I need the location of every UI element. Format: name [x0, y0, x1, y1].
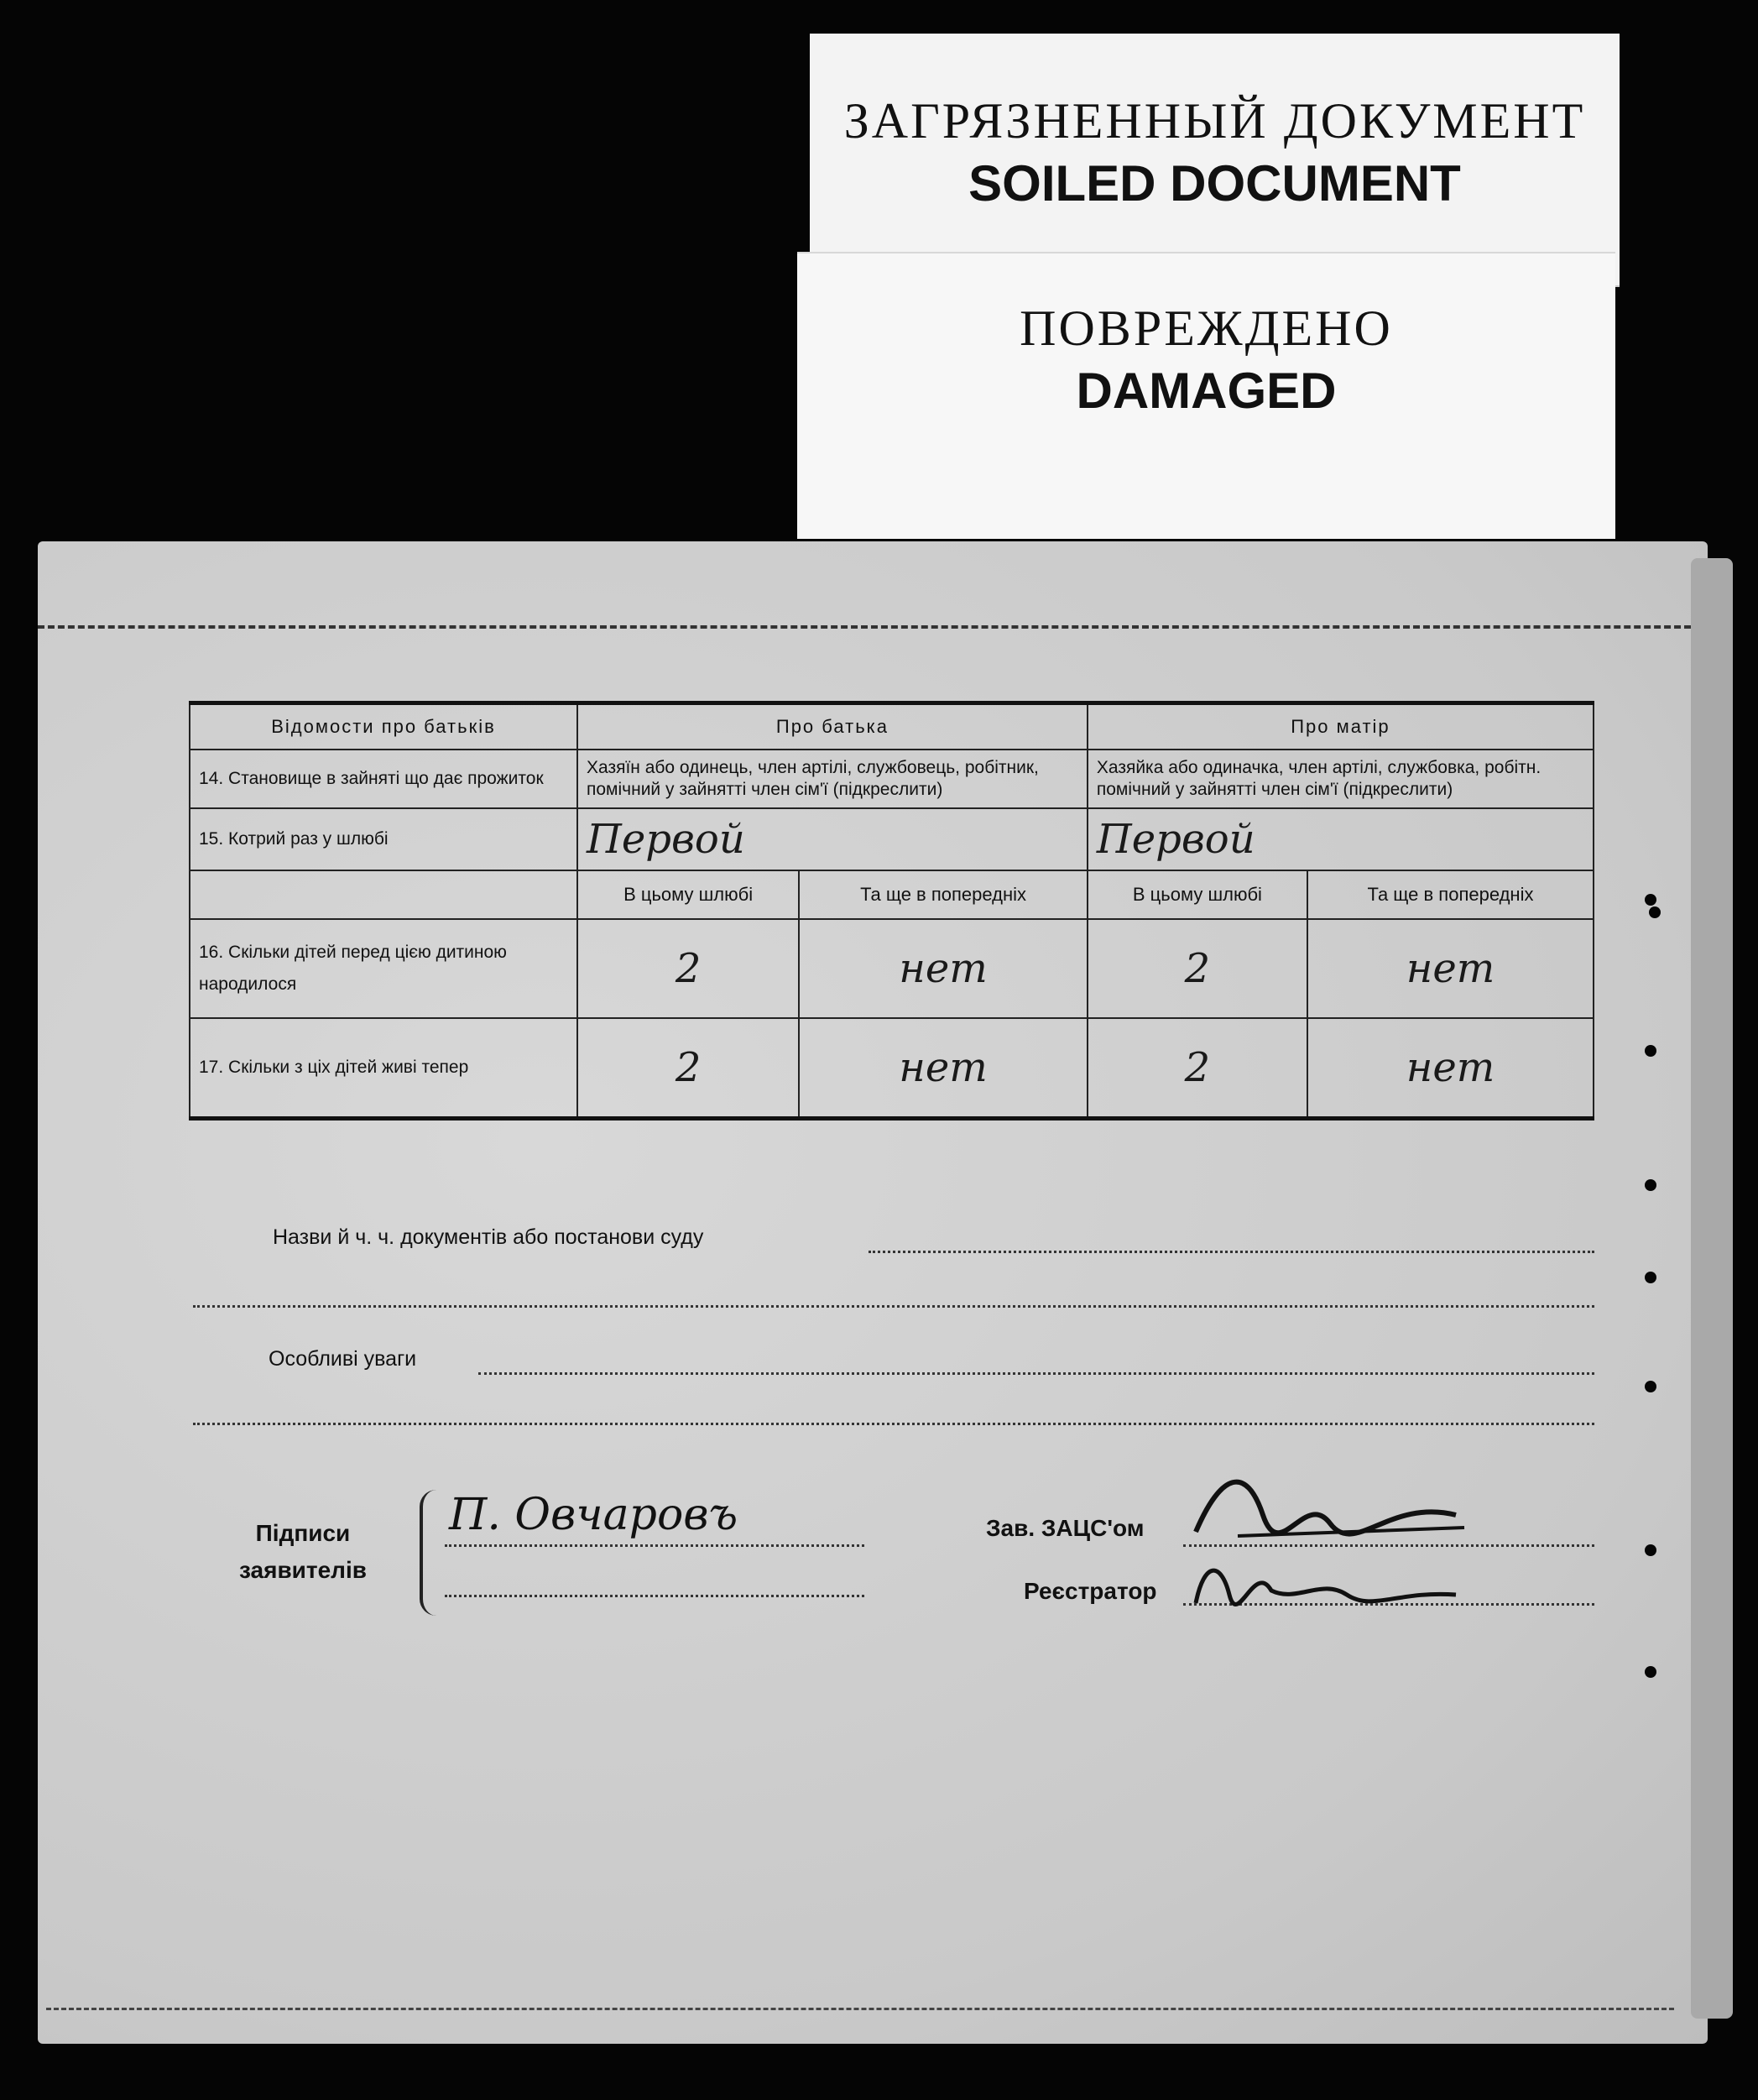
punch-hole [1645, 1381, 1656, 1392]
subheader-blank [190, 870, 577, 919]
subheader-mother-this: В цьому шлюбі [1088, 870, 1307, 919]
row16-mother-prev: нет [1307, 919, 1594, 1018]
applicants-signatures-label [239, 1515, 367, 1589]
damaged-document-label [797, 252, 1615, 539]
applicant-sign-line-2 [445, 1595, 864, 1597]
punch-hole [1645, 1179, 1656, 1191]
registrar-signature [1187, 1544, 1481, 1620]
applicants-label-line2: заявителів [239, 1557, 367, 1583]
applicants-label-line1: Підписи [255, 1520, 351, 1546]
table-row-16 [190, 919, 1594, 1018]
subheader-mother-prev: Та ще в попередніх [1307, 870, 1594, 919]
row14-mother: Хазяйка або одиначка, член артілі, службовка, робітн. помічний у зайнятті член сім'ї (підкреслити) [1088, 750, 1594, 808]
soiled-label-en: SOILED DOCUMENT [968, 155, 1461, 212]
header-parents-info: Відомости про батьків [190, 703, 577, 750]
subheader-father-prev: Та ще в попередніх [799, 870, 1088, 919]
table-header-row [190, 703, 1594, 750]
registrar-label: Реєстратор [1024, 1578, 1157, 1604]
row15-father-handwriting: Первой [577, 808, 1088, 870]
notes-line-2 [193, 1423, 1594, 1425]
row14-label: 14. Становище в зайняті що дає прожиток [190, 750, 577, 808]
table-row-15 [190, 808, 1594, 870]
documents-label: Назви й ч. ч. документів або постанови суду [273, 1225, 704, 1249]
parents-info-table [189, 701, 1594, 1121]
applicant-signature: П. Овчаровъ [449, 1490, 738, 1540]
row16-father-prev: нет [799, 919, 1088, 1018]
damaged-label-en: DAMAGED [1076, 363, 1337, 419]
row16-father-this: 2 [577, 919, 799, 1018]
row15-mother-handwriting: Первой [1088, 808, 1594, 870]
row16-label: 16. Скільки дітей перед цією дитиною народилося [190, 919, 577, 1018]
row15-label: 15. Котрий раз у шлюбі [190, 808, 577, 870]
row17-father-this: 2 [577, 1018, 799, 1119]
damaged-label-ru: ПОВРЕЖДЕНО [1020, 300, 1393, 356]
sheet-edge [1691, 558, 1733, 2019]
row17-mother-this: 2 [1088, 1018, 1307, 1119]
notes-label: Особливі уваги [269, 1347, 417, 1371]
head-zags-label: Зав. ЗАЦС'ом [986, 1515, 1145, 1541]
row17-father-prev: нет [799, 1018, 1088, 1119]
notes-line-1 [478, 1372, 1594, 1375]
row17-mother-prev: нет [1307, 1018, 1594, 1119]
documents-line-1 [869, 1251, 1594, 1253]
punch-hole [1645, 1272, 1656, 1283]
subheader-father-this: В цьому шлюбі [577, 870, 799, 919]
table-row-14 [190, 750, 1594, 808]
punch-hole [1645, 1666, 1656, 1678]
document-sheet [38, 541, 1708, 2044]
perforation-line [38, 625, 1691, 629]
applicant-sign-line-1 [445, 1544, 864, 1547]
table-row-17 [190, 1018, 1594, 1119]
punch-hole [1645, 894, 1656, 906]
table-subheader-row [190, 870, 1594, 919]
row17-label: 17. Скільки з ціх дітей живі тепер [190, 1018, 577, 1119]
row16-mother-this: 2 [1088, 919, 1307, 1018]
row14-father: Хазяїн або одинець, член артілі, службовець, робітник, помічний у зайнятті член сім'ї (підкреслити) [577, 750, 1088, 808]
punch-hole [1645, 1544, 1656, 1556]
soiled-document-label [810, 34, 1620, 285]
punch-hole [1645, 1045, 1656, 1057]
head-signature [1187, 1456, 1481, 1557]
bottom-perforation [46, 2008, 1674, 2010]
soiled-label-ru: ЗАГРЯЗНЕННЫЙ ДОКУМЕНТ [843, 93, 1586, 149]
header-mother: Про матір [1088, 703, 1594, 750]
header-father: Про батька [577, 703, 1088, 750]
signature-bracket [420, 1490, 440, 1616]
documents-line-2 [193, 1305, 1594, 1308]
punch-hole [1649, 906, 1661, 918]
